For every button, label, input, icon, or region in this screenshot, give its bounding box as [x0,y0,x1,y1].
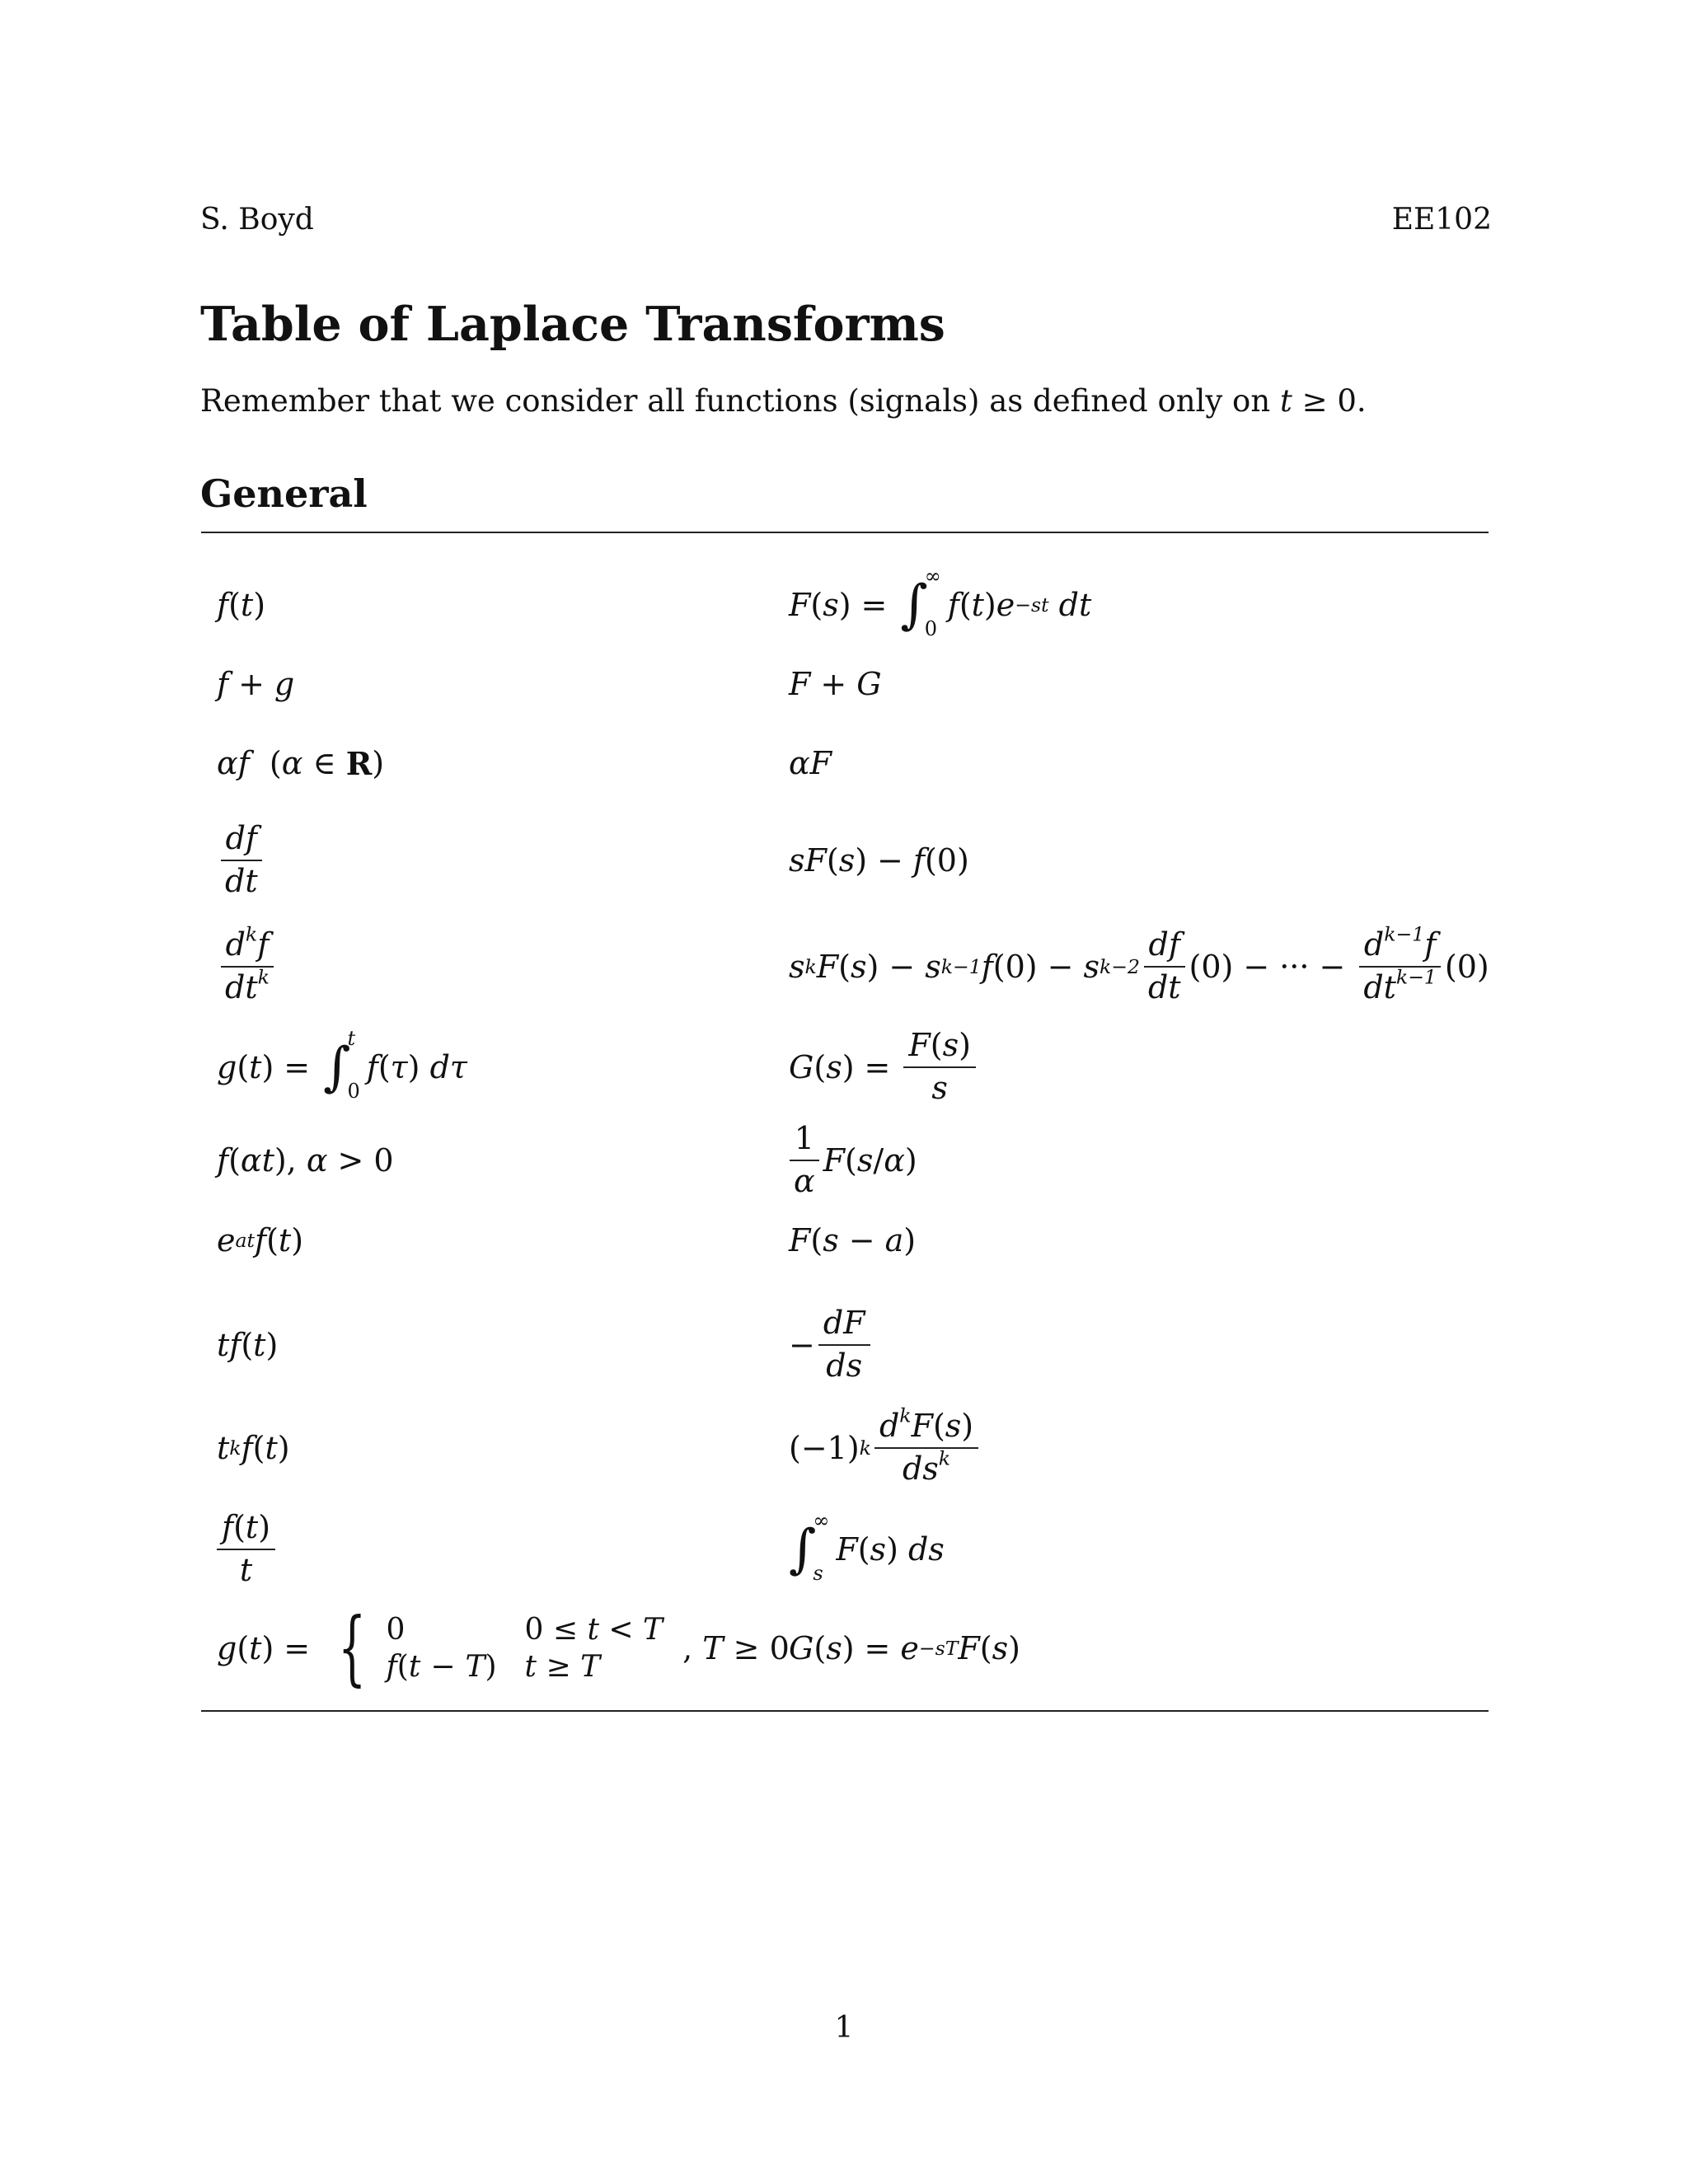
row-lhs: $\frac{d^kf}{dt^k}$ [217,921,278,1012]
author-name: S. Boyd [200,203,314,237]
row-rhs: sF ( s ) − f (0) [789,842,969,879]
row-rhs: ∫ ∞ s F ( s ) ds [789,1509,945,1585]
row-rhs: F ( s − a ) [789,1222,917,1258]
table-row [0,921,1688,1012]
table-row [0,1216,1688,1265]
row-rhs: − $\frac{dF}{ds}$ [789,1302,874,1388]
left-brace: { [338,1601,367,1695]
row-rhs: F ( s ) = ∫ ∞ 0 f ( t ) e −st dt [789,565,1092,640]
integral-sign: ∫ ∞ 0 [900,565,941,640]
table-row [0,1504,1688,1595]
section-heading: General [200,471,368,516]
page-number: 1 [834,2011,854,2045]
row-lhs: f ( t ) [217,587,266,623]
row-lhs: f + g [217,666,295,702]
row-lhs: αf ( α ∈ R ) [217,744,385,782]
row-lhs: g ( t ) = { 0 0 ≤ t < T f(t − T) t ≥ T , T ≥ 0 [217,1601,790,1695]
table-top-rule [201,532,1489,533]
page-title: Table of Laplace Transforms [200,297,945,352]
table-row [0,1117,1688,1204]
row-rhs: αF [789,745,832,781]
row-lhs: $\frac{f(t)}{t}$ [217,1504,279,1595]
table-row [0,659,1688,709]
row-lhs: $\frac{df}{dt}$ [217,816,266,905]
table-row [0,1022,1688,1113]
row-lhs: g ( t ) = ∫ t 0 f ( τ ) dτ [217,1027,467,1103]
row-lhs: tf ( t ) [217,1327,279,1363]
row-rhs: G ( s ) = $\frac{F(s)}{s}$ [789,1022,979,1113]
row-rhs: (−1) k $\frac{d^kF(s)}{ds^k}$ [789,1405,982,1491]
course-code: EE102 [1391,203,1492,237]
row-rhs: F + G [789,666,882,702]
piecewise-cases: { 0 0 ≤ t < T f(t − T) t ≥ T [338,1601,663,1695]
row-lhs: e at f ( t ) [217,1222,304,1258]
row-rhs: s k F ( s ) − s k−1 f (0) − s k−2 $\frac{df}{dt}$ (0) − ··· − $\frac{d^{k-1}f}{dt^{k-1}}$ (0) [789,922,1489,1005]
row-rhs: G ( s ) = e −sT F ( s ) [789,1630,1020,1666]
table-bottom-rule [201,1710,1489,1712]
integral-sign: ∫ t 0 [323,1027,360,1103]
table-row [0,1302,1688,1388]
intro-text: Remember that we consider all functions (signals) as defined only on t ≥ 0. [200,383,1367,419]
table-row [0,1603,1688,1694]
row-rhs: $\frac{1}{\alpha}$ F ( s / α ) [789,1117,917,1204]
table-row [0,565,1688,641]
row-lhs: f ( αt ), α > 0 [217,1142,394,1179]
integral-sign: ∫ ∞ s [789,1509,830,1585]
row-lhs: t k f ( t ) [217,1430,290,1466]
table-row [0,738,1688,788]
table-row [0,1405,1688,1491]
table-row [0,816,1688,905]
